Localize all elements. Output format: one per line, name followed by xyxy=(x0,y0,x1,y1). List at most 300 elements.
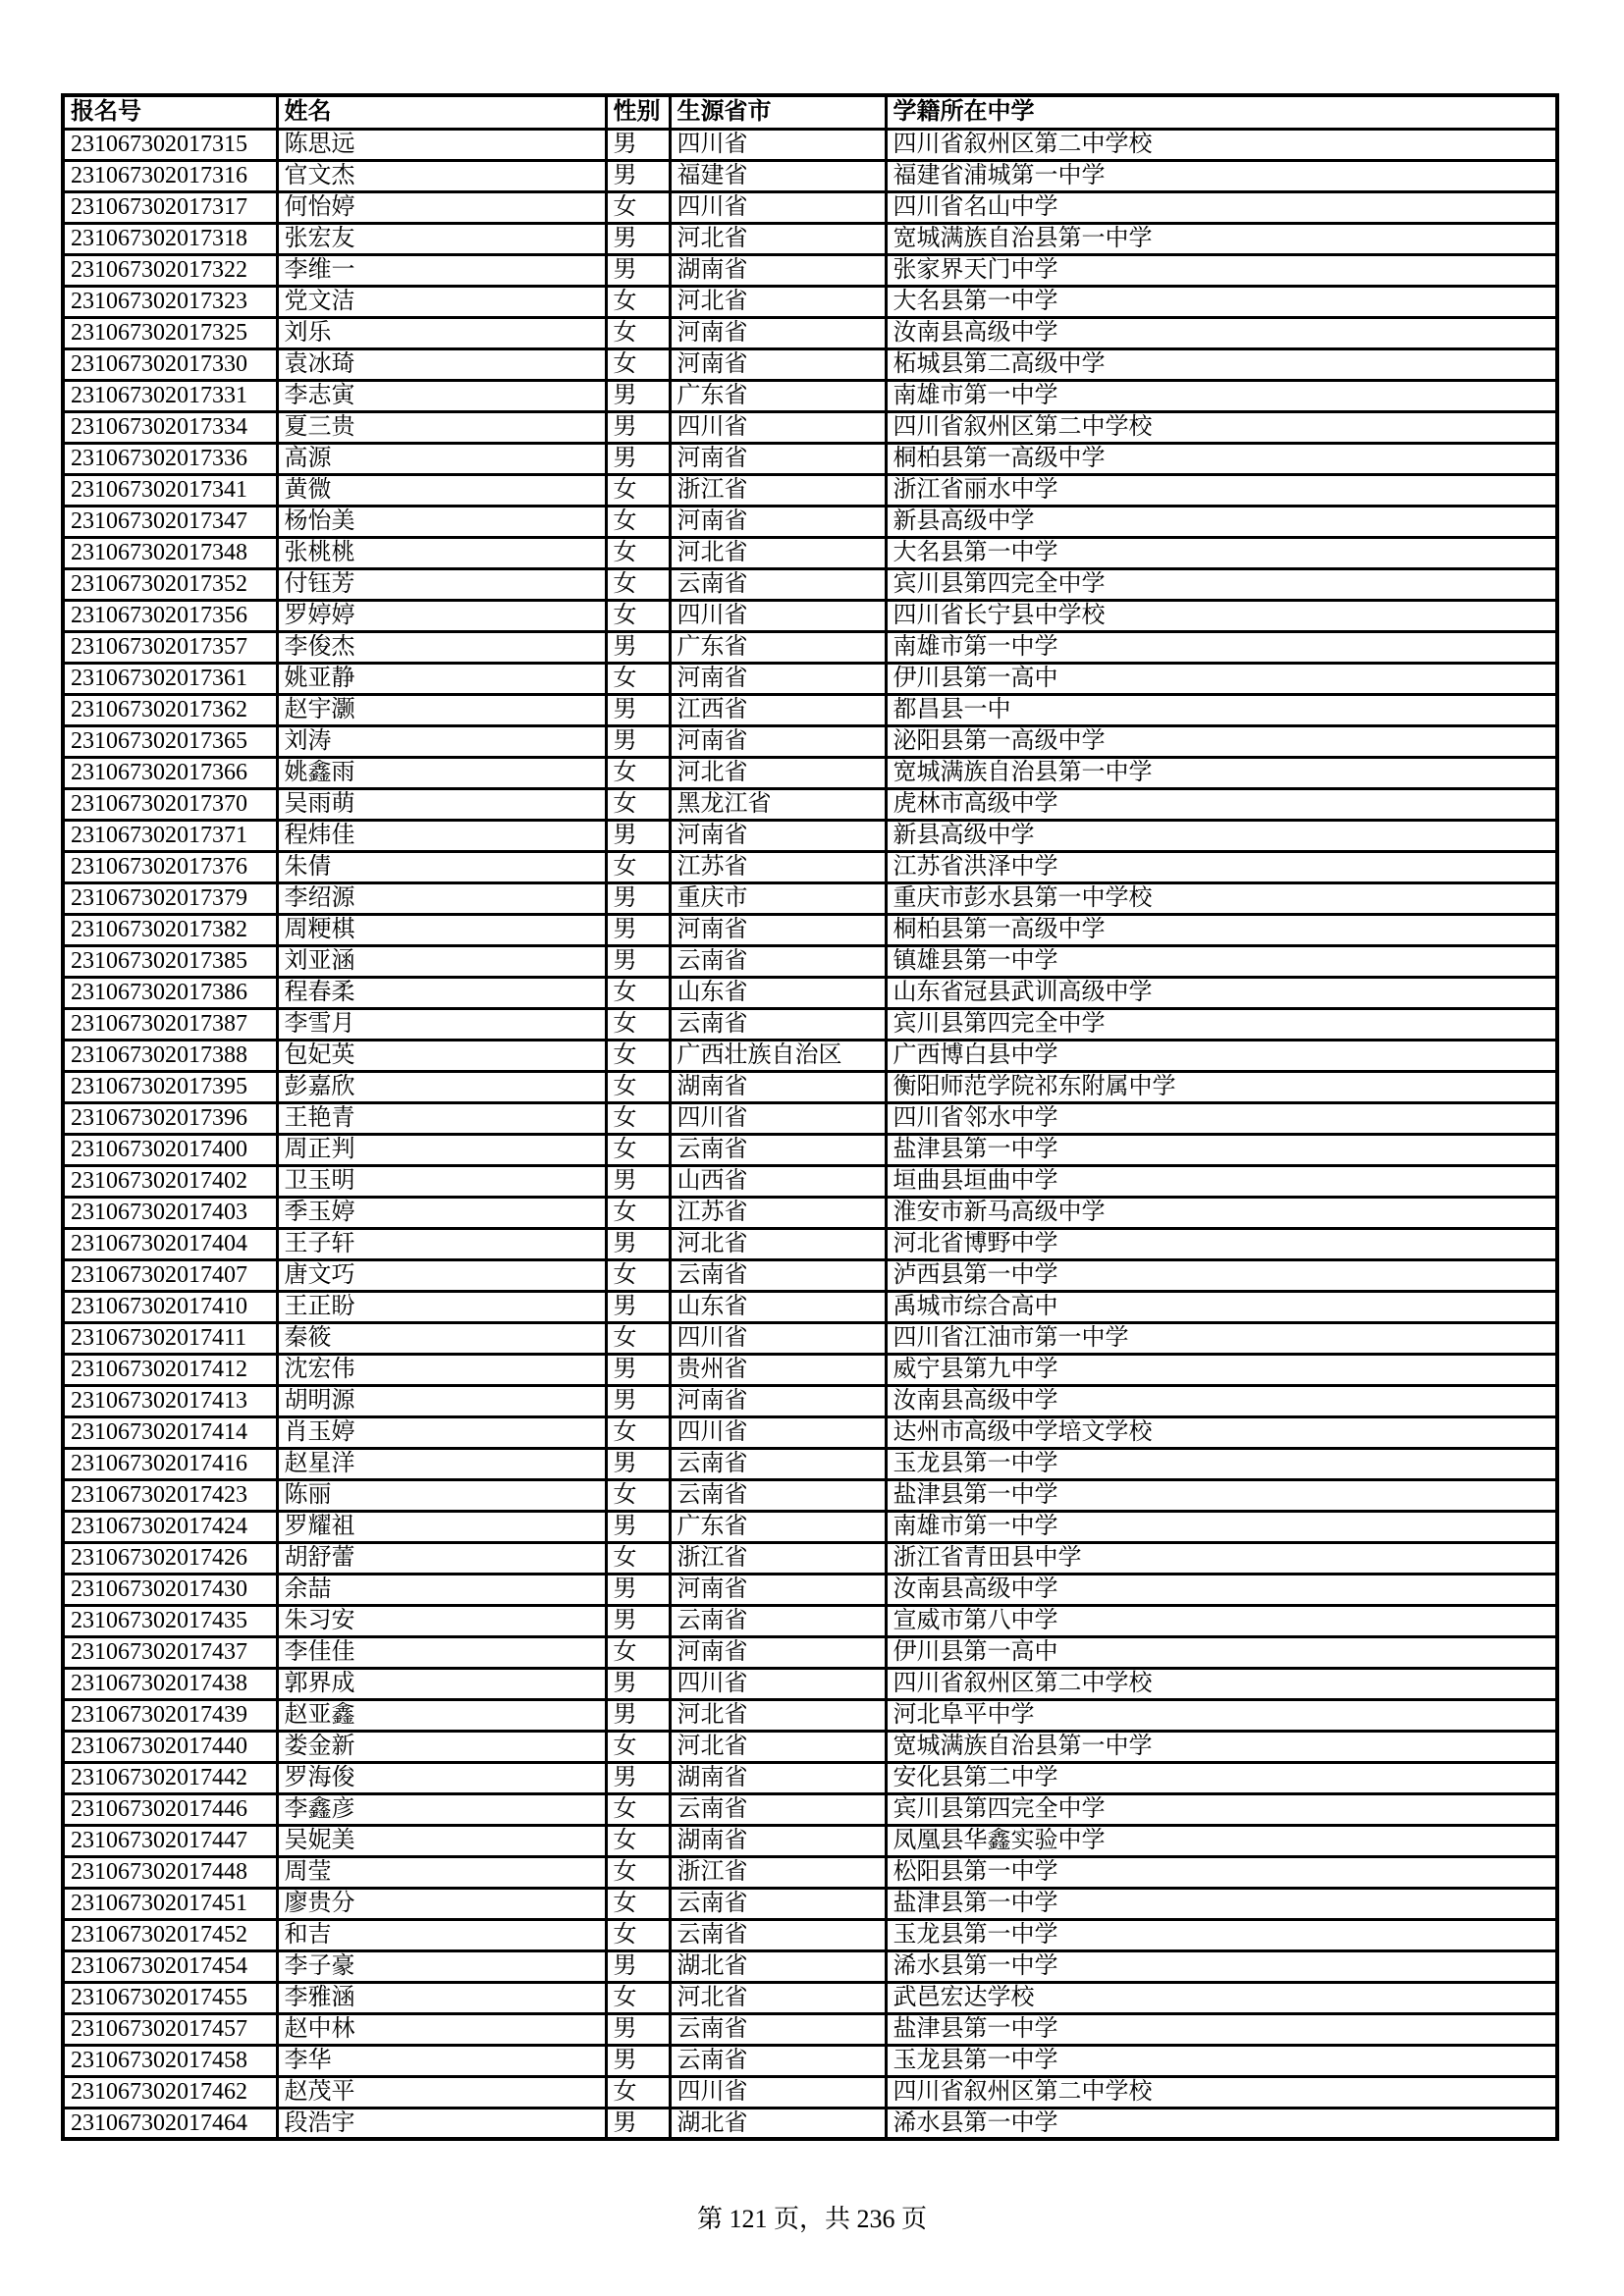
cell-province: 山东省 xyxy=(670,977,886,1008)
cell-school: 宽城满族自治县第一中学 xyxy=(886,757,1557,788)
cell-name: 罗耀祖 xyxy=(277,1511,606,1542)
cell-gender: 女 xyxy=(606,286,670,317)
cell-gender: 女 xyxy=(606,1071,670,1102)
cell-gender: 女 xyxy=(606,348,670,380)
cell-gender: 女 xyxy=(606,1919,670,1950)
table-row xyxy=(63,1448,1557,1479)
cell-province: 河南省 xyxy=(670,506,886,537)
cell-reg-no: 231067302017341 xyxy=(63,474,277,506)
cell-school: 四川省叙州区第二中学校 xyxy=(886,2076,1557,2108)
cell-reg-no: 231067302017387 xyxy=(63,1008,277,1040)
cell-school: 宽城满族自治县第一中学 xyxy=(886,1731,1557,1762)
cell-name: 赵亚鑫 xyxy=(277,1699,606,1731)
cell-reg-no: 231067302017362 xyxy=(63,694,277,725)
cell-name: 李雅涵 xyxy=(277,1982,606,2013)
cell-reg-no: 231067302017371 xyxy=(63,820,277,851)
cell-reg-no: 231067302017404 xyxy=(63,1228,277,1259)
cell-school: 玉龙县第一中学 xyxy=(886,1919,1557,1950)
cell-province: 湖南省 xyxy=(670,1825,886,1856)
cell-gender: 女 xyxy=(606,1731,670,1762)
table-row xyxy=(63,1731,1557,1762)
cell-gender: 男 xyxy=(606,1605,670,1636)
cell-gender: 女 xyxy=(606,1134,670,1165)
table-row xyxy=(63,474,1557,506)
cell-reg-no: 231067302017410 xyxy=(63,1291,277,1322)
cell-province: 重庆市 xyxy=(670,882,886,914)
cell-province: 浙江省 xyxy=(670,1542,886,1574)
cell-province: 云南省 xyxy=(670,1888,886,1919)
cell-name: 姚鑫雨 xyxy=(277,757,606,788)
cell-school: 张家界天门中学 xyxy=(886,254,1557,286)
cell-province: 云南省 xyxy=(670,568,886,600)
table-row xyxy=(63,1762,1557,1793)
cell-reg-no: 231067302017317 xyxy=(63,191,277,223)
table-row xyxy=(63,1668,1557,1699)
table-row xyxy=(63,191,1557,223)
cell-province: 河北省 xyxy=(670,286,886,317)
table-row xyxy=(63,1354,1557,1385)
cell-province: 四川省 xyxy=(670,1322,886,1354)
cell-school: 四川省江油市第一中学 xyxy=(886,1322,1557,1354)
cell-province: 河南省 xyxy=(670,1385,886,1416)
table-row xyxy=(63,2108,1557,2139)
cell-province: 江苏省 xyxy=(670,851,886,882)
cell-province: 四川省 xyxy=(670,1668,886,1699)
cell-gender: 男 xyxy=(606,1291,670,1322)
header-cell-reg-no: 报名号 xyxy=(63,95,277,129)
cell-province: 云南省 xyxy=(670,1793,886,1825)
table-row xyxy=(63,1165,1557,1197)
cell-name: 赵茂平 xyxy=(277,2076,606,2108)
table-row xyxy=(63,2076,1557,2108)
table-row xyxy=(63,506,1557,537)
table-row xyxy=(63,1636,1557,1668)
cell-name: 刘乐 xyxy=(277,317,606,348)
cell-school: 四川省叙州区第二中学校 xyxy=(886,1668,1557,1699)
cell-name: 娄金新 xyxy=(277,1731,606,1762)
cell-name: 胡舒蕾 xyxy=(277,1542,606,1574)
table-row xyxy=(63,254,1557,286)
cell-gender: 男 xyxy=(606,254,670,286)
cell-reg-no: 231067302017357 xyxy=(63,631,277,663)
cell-reg-no: 231067302017438 xyxy=(63,1668,277,1699)
cell-province: 河北省 xyxy=(670,223,886,254)
cell-gender: 女 xyxy=(606,1479,670,1511)
cell-gender: 男 xyxy=(606,1574,670,1605)
cell-reg-no: 231067302017402 xyxy=(63,1165,277,1197)
cell-gender: 男 xyxy=(606,160,670,191)
cell-province: 江苏省 xyxy=(670,1197,886,1228)
cell-province: 黑龙江省 xyxy=(670,788,886,820)
cell-reg-no: 231067302017315 xyxy=(63,129,277,160)
cell-name: 赵宇灏 xyxy=(277,694,606,725)
cell-name: 沈宏伟 xyxy=(277,1354,606,1385)
table-row xyxy=(63,1102,1557,1134)
table-row xyxy=(63,1574,1557,1605)
cell-reg-no: 231067302017331 xyxy=(63,380,277,411)
cell-gender: 女 xyxy=(606,1825,670,1856)
cell-school: 广西博白县中学 xyxy=(886,1040,1557,1071)
cell-gender: 男 xyxy=(606,1699,670,1731)
cell-school: 盐津县第一中学 xyxy=(886,1479,1557,1511)
cell-reg-no: 231067302017462 xyxy=(63,2076,277,2108)
cell-reg-no: 231067302017322 xyxy=(63,254,277,286)
cell-gender: 男 xyxy=(606,1762,670,1793)
cell-gender: 男 xyxy=(606,914,670,945)
cell-reg-no: 231067302017464 xyxy=(63,2108,277,2139)
cell-school: 南雄市第一中学 xyxy=(886,631,1557,663)
cell-school: 安化县第二中学 xyxy=(886,1762,1557,1793)
cell-name: 程春柔 xyxy=(277,977,606,1008)
cell-province: 浙江省 xyxy=(670,1856,886,1888)
cell-province: 河南省 xyxy=(670,820,886,851)
table-row xyxy=(63,1856,1557,1888)
cell-name: 李绍源 xyxy=(277,882,606,914)
cell-province: 云南省 xyxy=(670,1479,886,1511)
table-row xyxy=(63,1511,1557,1542)
cell-name: 罗婷婷 xyxy=(277,600,606,631)
cell-school: 浙江省丽水中学 xyxy=(886,474,1557,506)
registration-table xyxy=(61,93,1559,2141)
table-row xyxy=(63,1385,1557,1416)
cell-school: 桐柏县第一高级中学 xyxy=(886,914,1557,945)
cell-gender: 女 xyxy=(606,1040,670,1071)
cell-reg-no: 231067302017395 xyxy=(63,1071,277,1102)
table-row xyxy=(63,820,1557,851)
cell-school: 四川省叙州区第二中学校 xyxy=(886,129,1557,160)
cell-province: 云南省 xyxy=(670,1448,886,1479)
cell-gender: 女 xyxy=(606,1416,670,1448)
cell-province: 四川省 xyxy=(670,411,886,443)
cell-school: 宽城满族自治县第一中学 xyxy=(886,223,1557,254)
cell-province: 河北省 xyxy=(670,1228,886,1259)
cell-school: 新县高级中学 xyxy=(886,820,1557,851)
cell-province: 河南省 xyxy=(670,663,886,694)
cell-school: 山东省冠县武训高级中学 xyxy=(886,977,1557,1008)
cell-school: 宾川县第四完全中学 xyxy=(886,1008,1557,1040)
cell-name: 王子轩 xyxy=(277,1228,606,1259)
cell-school: 玉龙县第一中学 xyxy=(886,2045,1557,2076)
table-row xyxy=(63,725,1557,757)
cell-school: 河北省博野中学 xyxy=(886,1228,1557,1259)
cell-province: 福建省 xyxy=(670,160,886,191)
cell-province: 四川省 xyxy=(670,600,886,631)
cell-gender: 女 xyxy=(606,757,670,788)
cell-name: 李维一 xyxy=(277,254,606,286)
table-row xyxy=(63,348,1557,380)
cell-name: 朱倩 xyxy=(277,851,606,882)
header-cell-province: 生源省市 xyxy=(670,95,886,129)
cell-province: 四川省 xyxy=(670,1102,886,1134)
cell-reg-no: 231067302017407 xyxy=(63,1259,277,1291)
table-row xyxy=(63,286,1557,317)
cell-name: 李俊杰 xyxy=(277,631,606,663)
cell-province: 云南省 xyxy=(670,1259,886,1291)
cell-school: 重庆市彭水县第一中学校 xyxy=(886,882,1557,914)
cell-gender: 女 xyxy=(606,1197,670,1228)
cell-school: 桐柏县第一高级中学 xyxy=(886,443,1557,474)
cell-province: 广东省 xyxy=(670,631,886,663)
cell-name: 和吉 xyxy=(277,1919,606,1950)
cell-name: 杨怡美 xyxy=(277,506,606,537)
cell-gender: 男 xyxy=(606,882,670,914)
cell-name: 陈思远 xyxy=(277,129,606,160)
cell-province: 四川省 xyxy=(670,129,886,160)
cell-name: 吴雨萌 xyxy=(277,788,606,820)
table-row xyxy=(63,914,1557,945)
cell-gender: 女 xyxy=(606,663,670,694)
cell-province: 广东省 xyxy=(670,380,886,411)
cell-school: 南雄市第一中学 xyxy=(886,1511,1557,1542)
cell-gender: 女 xyxy=(606,568,670,600)
cell-reg-no: 231067302017440 xyxy=(63,1731,277,1762)
cell-gender: 女 xyxy=(606,317,670,348)
cell-school: 四川省叙州区第二中学校 xyxy=(886,411,1557,443)
cell-name: 夏三贵 xyxy=(277,411,606,443)
cell-school: 浠水县第一中学 xyxy=(886,2108,1557,2139)
cell-school: 虎林市高级中学 xyxy=(886,788,1557,820)
table-row xyxy=(63,1197,1557,1228)
cell-school: 四川省名山中学 xyxy=(886,191,1557,223)
cell-school: 盐津县第一中学 xyxy=(886,1134,1557,1165)
table-row xyxy=(63,1040,1557,1071)
header-cell-gender: 性别 xyxy=(606,95,670,129)
cell-name: 刘亚涵 xyxy=(277,945,606,977)
cell-province: 浙江省 xyxy=(670,474,886,506)
cell-gender: 男 xyxy=(606,1950,670,1982)
cell-name: 廖贵分 xyxy=(277,1888,606,1919)
cell-gender: 男 xyxy=(606,945,670,977)
cell-name: 袁冰琦 xyxy=(277,348,606,380)
cell-name: 李鑫彦 xyxy=(277,1793,606,1825)
cell-reg-no: 231067302017366 xyxy=(63,757,277,788)
cell-province: 湖南省 xyxy=(670,254,886,286)
cell-name: 李华 xyxy=(277,2045,606,2076)
cell-school: 四川省邻水中学 xyxy=(886,1102,1557,1134)
cell-school: 汝南县高级中学 xyxy=(886,1574,1557,1605)
cell-reg-no: 231067302017458 xyxy=(63,2045,277,2076)
cell-reg-no: 231067302017448 xyxy=(63,1856,277,1888)
cell-reg-no: 231067302017330 xyxy=(63,348,277,380)
cell-name: 李佳佳 xyxy=(277,1636,606,1668)
cell-province: 河南省 xyxy=(670,317,886,348)
cell-reg-no: 231067302017452 xyxy=(63,1919,277,1950)
cell-gender: 男 xyxy=(606,411,670,443)
cell-reg-no: 231067302017423 xyxy=(63,1479,277,1511)
cell-name: 赵中林 xyxy=(277,2013,606,2045)
table-row xyxy=(63,600,1557,631)
cell-name: 包妃英 xyxy=(277,1040,606,1071)
cell-school: 武邑宏达学校 xyxy=(886,1982,1557,2013)
table-row xyxy=(63,568,1557,600)
cell-reg-no: 231067302017412 xyxy=(63,1354,277,1385)
table-row xyxy=(63,851,1557,882)
cell-reg-no: 231067302017318 xyxy=(63,223,277,254)
cell-province: 河北省 xyxy=(670,1982,886,2013)
cell-name: 党文洁 xyxy=(277,286,606,317)
cell-name: 王艳青 xyxy=(277,1102,606,1134)
cell-name: 周粳棋 xyxy=(277,914,606,945)
cell-reg-no: 231067302017437 xyxy=(63,1636,277,1668)
cell-name: 周正判 xyxy=(277,1134,606,1165)
cell-gender: 男 xyxy=(606,725,670,757)
cell-school: 泸西县第一中学 xyxy=(886,1259,1557,1291)
cell-gender: 女 xyxy=(606,1856,670,1888)
cell-school: 松阳县第一中学 xyxy=(886,1856,1557,1888)
cell-school: 新县高级中学 xyxy=(886,506,1557,537)
cell-province: 云南省 xyxy=(670,1919,886,1950)
cell-school: 凤凰县华鑫实验中学 xyxy=(886,1825,1557,1856)
cell-province: 湖南省 xyxy=(670,1071,886,1102)
cell-school: 伊川县第一高中 xyxy=(886,1636,1557,1668)
cell-reg-no: 231067302017451 xyxy=(63,1888,277,1919)
table-header-row xyxy=(63,95,1557,129)
cell-gender: 男 xyxy=(606,1448,670,1479)
table-row xyxy=(63,129,1557,160)
table-row xyxy=(63,2045,1557,2076)
table-row xyxy=(63,1416,1557,1448)
cell-province: 广西壮族自治区 xyxy=(670,1040,886,1071)
cell-school: 汝南县高级中学 xyxy=(886,317,1557,348)
cell-province: 河南省 xyxy=(670,1574,886,1605)
cell-name: 吴妮美 xyxy=(277,1825,606,1856)
cell-province: 云南省 xyxy=(670,1605,886,1636)
cell-gender: 女 xyxy=(606,977,670,1008)
table-row xyxy=(63,1825,1557,1856)
header-cell-name: 姓名 xyxy=(277,95,606,129)
cell-gender: 男 xyxy=(606,380,670,411)
table-row xyxy=(63,977,1557,1008)
cell-gender: 男 xyxy=(606,1228,670,1259)
cell-gender: 男 xyxy=(606,820,670,851)
cell-gender: 男 xyxy=(606,1385,670,1416)
table-row xyxy=(63,1605,1557,1636)
cell-province: 云南省 xyxy=(670,2045,886,2076)
cell-school: 泌阳县第一高级中学 xyxy=(886,725,1557,757)
table-row xyxy=(63,537,1557,568)
cell-province: 山西省 xyxy=(670,1165,886,1197)
cell-province: 河南省 xyxy=(670,1636,886,1668)
cell-school: 浙江省青田县中学 xyxy=(886,1542,1557,1574)
table-row xyxy=(63,1982,1557,2013)
table-row xyxy=(63,1259,1557,1291)
cell-gender: 男 xyxy=(606,1511,670,1542)
cell-gender: 女 xyxy=(606,1008,670,1040)
cell-name: 刘涛 xyxy=(277,725,606,757)
cell-gender: 女 xyxy=(606,788,670,820)
cell-name: 李雪月 xyxy=(277,1008,606,1040)
cell-gender: 男 xyxy=(606,2045,670,2076)
cell-reg-no: 231067302017323 xyxy=(63,286,277,317)
cell-name: 陈丽 xyxy=(277,1479,606,1511)
cell-school: 宣威市第八中学 xyxy=(886,1605,1557,1636)
cell-reg-no: 231067302017411 xyxy=(63,1322,277,1354)
cell-reg-no: 231067302017352 xyxy=(63,568,277,600)
cell-province: 河南省 xyxy=(670,725,886,757)
cell-province: 广东省 xyxy=(670,1511,886,1542)
cell-gender: 女 xyxy=(606,1793,670,1825)
table-row xyxy=(63,411,1557,443)
cell-gender: 女 xyxy=(606,191,670,223)
cell-reg-no: 231067302017361 xyxy=(63,663,277,694)
table-row xyxy=(63,380,1557,411)
cell-province: 河北省 xyxy=(670,1731,886,1762)
cell-school: 南雄市第一中学 xyxy=(886,380,1557,411)
cell-name: 程炜佳 xyxy=(277,820,606,851)
cell-name: 肖玉婷 xyxy=(277,1416,606,1448)
cell-reg-no: 231067302017325 xyxy=(63,317,277,348)
cell-reg-no: 231067302017347 xyxy=(63,506,277,537)
cell-name: 黄微 xyxy=(277,474,606,506)
cell-school: 宾川县第四完全中学 xyxy=(886,568,1557,600)
table-row xyxy=(63,1699,1557,1731)
cell-name: 余喆 xyxy=(277,1574,606,1605)
cell-province: 湖北省 xyxy=(670,2108,886,2139)
cell-school: 江苏省洪泽中学 xyxy=(886,851,1557,882)
cell-name: 周莹 xyxy=(277,1856,606,1888)
table-row xyxy=(63,882,1557,914)
table-row xyxy=(63,694,1557,725)
cell-reg-no: 231067302017414 xyxy=(63,1416,277,1448)
cell-province: 湖南省 xyxy=(670,1762,886,1793)
cell-province: 云南省 xyxy=(670,945,886,977)
cell-reg-no: 231067302017379 xyxy=(63,882,277,914)
table-row xyxy=(63,788,1557,820)
cell-reg-no: 231067302017430 xyxy=(63,1574,277,1605)
cell-province: 河南省 xyxy=(670,348,886,380)
cell-name: 段浩宇 xyxy=(277,2108,606,2139)
cell-province: 四川省 xyxy=(670,1416,886,1448)
cell-name: 王正盼 xyxy=(277,1291,606,1322)
table-row xyxy=(63,1888,1557,1919)
cell-reg-no: 231067302017413 xyxy=(63,1385,277,1416)
cell-school: 都昌县一中 xyxy=(886,694,1557,725)
cell-name: 何怡婷 xyxy=(277,191,606,223)
cell-reg-no: 231067302017446 xyxy=(63,1793,277,1825)
table-row xyxy=(63,1479,1557,1511)
cell-province: 江西省 xyxy=(670,694,886,725)
cell-province: 四川省 xyxy=(670,2076,886,2108)
cell-gender: 男 xyxy=(606,631,670,663)
cell-gender: 男 xyxy=(606,2108,670,2139)
cell-reg-no: 231067302017457 xyxy=(63,2013,277,2045)
cell-reg-no: 231067302017370 xyxy=(63,788,277,820)
cell-gender: 男 xyxy=(606,443,670,474)
cell-reg-no: 231067302017382 xyxy=(63,914,277,945)
cell-school: 禹城市综合高中 xyxy=(886,1291,1557,1322)
cell-school: 垣曲县垣曲中学 xyxy=(886,1165,1557,1197)
cell-reg-no: 231067302017348 xyxy=(63,537,277,568)
cell-school: 四川省长宁县中学校 xyxy=(886,600,1557,631)
cell-school: 玉龙县第一中学 xyxy=(886,1448,1557,1479)
cell-gender: 女 xyxy=(606,851,670,882)
cell-name: 朱习安 xyxy=(277,1605,606,1636)
cell-province: 河南省 xyxy=(670,914,886,945)
cell-name: 官文杰 xyxy=(277,160,606,191)
cell-name: 李子豪 xyxy=(277,1950,606,1982)
cell-province: 云南省 xyxy=(670,1008,886,1040)
table-row xyxy=(63,1291,1557,1322)
cell-gender: 女 xyxy=(606,474,670,506)
cell-name: 张桃桃 xyxy=(277,537,606,568)
cell-school: 河北阜平中学 xyxy=(886,1699,1557,1731)
cell-school: 威宁县第九中学 xyxy=(886,1354,1557,1385)
cell-province: 河北省 xyxy=(670,1699,886,1731)
cell-school: 福建省浦城第一中学 xyxy=(886,160,1557,191)
cell-school: 浠水县第一中学 xyxy=(886,1950,1557,1982)
table-row xyxy=(63,2013,1557,2045)
cell-gender: 女 xyxy=(606,506,670,537)
